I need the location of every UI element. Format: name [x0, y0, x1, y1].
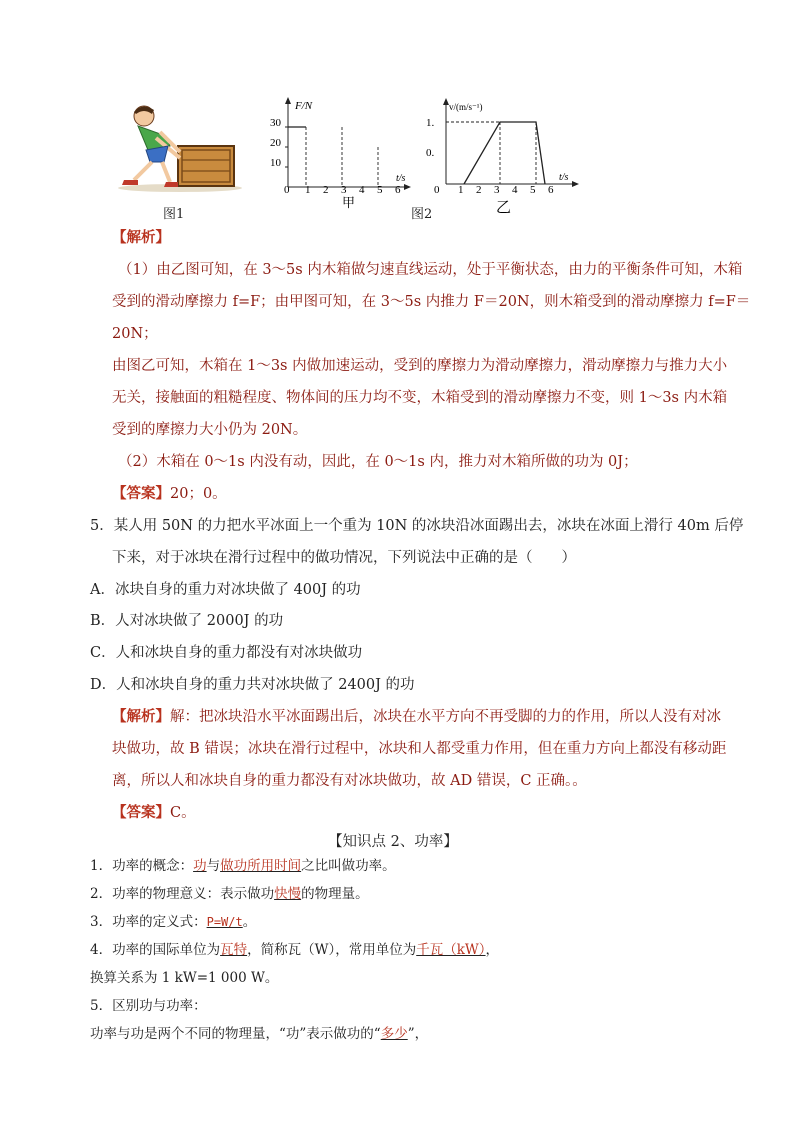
- x-axis-label: t/s: [559, 172, 569, 183]
- x-tick-0: 0: [284, 184, 290, 196]
- answer-tag: 【答案】: [112, 485, 170, 502]
- x-tick-2: 2: [476, 184, 482, 196]
- fig1-caption: 图1: [163, 207, 185, 222]
- analysis-line: 解：把冰块沿水平冰面踢出后，冰块在水平方向不再受脚的力的作用，所以人没有对冰: [170, 709, 721, 725]
- q5-analysis-row: [112, 707, 721, 727]
- x-tick-5: 5: [377, 184, 383, 196]
- analysis-tag: 【解析】: [112, 229, 170, 246]
- x-axis-label: t/s: [396, 173, 406, 184]
- item-text: 2．功率的物理意义：表示做功: [90, 886, 275, 902]
- x-tick-6: 6: [548, 184, 554, 196]
- x-axis-arrow: [572, 181, 579, 187]
- option-d: D．人和冰块自身的重力共对冰块做了 2400J 的功: [90, 677, 415, 693]
- person-pushing-crate-illustration: [110, 88, 250, 198]
- x-tick-4: 4: [359, 184, 365, 196]
- option-b: B．人对冰块做了 2000J 的功: [90, 613, 284, 629]
- item-text: 之比叫做功率。: [301, 858, 396, 874]
- kp2-item-3: [90, 912, 256, 932]
- kp2-item-5: 5．区别功与功率：: [90, 998, 207, 1014]
- item-text: 4．功率的国际单位为: [90, 942, 221, 958]
- x-tick-3: 3: [341, 184, 347, 196]
- section-heading: 【知识点 2、功率】: [328, 834, 458, 850]
- y-tick-0-5: 0.: [426, 147, 435, 159]
- item-text: 与: [206, 858, 221, 874]
- item-text: 功率与功是两个不同的物理量，“功”表示做功的“: [90, 1026, 381, 1042]
- y-axis-label: v/(m/s⁻¹): [449, 102, 483, 112]
- y-tick-1: 1.: [426, 117, 435, 129]
- item-text: 1．功率的概念：: [90, 858, 194, 874]
- item-text: 的物理量。: [301, 886, 369, 902]
- option-c: C．人和冰块自身的重力都没有对冰块做功: [90, 645, 363, 661]
- blank-answer: 千瓦（kW）: [416, 942, 486, 958]
- x-tick-4: 4: [512, 184, 518, 196]
- chart-caption-jia: 甲: [342, 195, 356, 210]
- kp2-item-1: [90, 856, 396, 876]
- q5-answer-row: [112, 803, 196, 823]
- y-tick-10: 10: [270, 157, 281, 169]
- y-axis-label: F/N: [295, 100, 313, 112]
- blank-answer: 快慢: [274, 886, 302, 902]
- x-tick-0: 0: [434, 184, 440, 196]
- x-tick-3: 3: [494, 184, 500, 196]
- x-tick-5: 5: [530, 184, 536, 196]
- kp2-item-4: [90, 940, 499, 960]
- answer-row: [112, 484, 227, 504]
- x-tick-1: 1: [305, 184, 311, 196]
- figure-1: [110, 88, 250, 198]
- analysis-tag: 【解析】: [112, 708, 170, 725]
- item-text: 3．功率的定义式：: [90, 914, 207, 930]
- analysis-line: 受到的摩擦力大小仍为 20N。: [112, 422, 308, 438]
- blank-answer: 瓦特: [220, 942, 248, 958]
- item-text: ，简称瓦（W），常用单位为: [247, 942, 417, 958]
- chart-yi: [420, 98, 580, 216]
- blank-answer: P=W/t: [206, 915, 243, 929]
- y-tick-30: 30: [270, 117, 281, 129]
- item-text: ，: [485, 942, 500, 958]
- analysis-line: 无关，接触面的粗糙程度、物体间的压力均不变，木箱受到的滑动摩擦力不变，则 1～3s 内木箱: [112, 390, 728, 406]
- fig2-caption: 图2: [411, 207, 433, 222]
- blank-answer: 功: [193, 858, 207, 874]
- x-tick-2: 2: [323, 184, 329, 196]
- kp2-item-4b: 换算关系为 1 kW=1 000 W。: [90, 970, 279, 986]
- question-stem: 下来，对于冰块在滑行过程中的做功情况，下列说法中正确的是（ ）: [112, 550, 576, 566]
- answer-text: C。: [170, 805, 196, 821]
- x-axis-arrow: [404, 184, 411, 190]
- analysis-line: 20N；: [112, 326, 158, 342]
- answer-tag: 【答案】: [112, 804, 170, 821]
- kp2-item-6: [90, 1024, 428, 1044]
- question-stem: 5．某人用 50N 的力把水平冰面上一个重为 10N 的冰块沿冰面踢出去，冰块在冰面上滑行 40m 后停: [90, 518, 744, 534]
- velocity-line: [464, 122, 545, 184]
- analysis-line: 离，所以人和冰块自身的重力都没有对冰块做功，故 AD 错误，C 正确。。: [112, 773, 587, 789]
- x-tick-6: 6: [395, 184, 401, 196]
- item-text: 。: [242, 914, 257, 930]
- analysis-line: （1）由乙图可知，在 3～5s 内木箱做匀速直线运动，处于平衡状态，由力的平衡条件可知，木箱: [118, 262, 743, 278]
- blank-answer: 多少: [380, 1026, 408, 1042]
- kp2-item-2: [90, 884, 369, 904]
- analysis-line: （2）木箱在 0～1s 内没有动，因此，在 0～1s 内，推力对木箱所做的功为 0J；: [118, 454, 638, 470]
- analysis-line: 块做功，故 B 错误；冰块在滑行过程中，冰块和人都受重力作用，但在重力方向上都没有移动距: [112, 741, 727, 757]
- analysis-line: 由图乙可知，木箱在 1～3s 内做加速运动，受到的摩擦力为滑动摩擦力，滑动摩擦力与推力大小: [112, 358, 728, 374]
- y-axis-arrow: [285, 97, 291, 104]
- blank-answer: 做功所用时间: [220, 858, 302, 874]
- item-text: ”，: [407, 1026, 429, 1042]
- chart-caption-yi: 乙: [496, 200, 512, 216]
- chart-jia: [262, 95, 412, 210]
- y-tick-20: 20: [270, 137, 281, 149]
- x-tick-1: 1: [458, 184, 464, 196]
- option-a: A．冰块自身的重力对冰块做了 400J 的功: [90, 582, 361, 598]
- analysis-line: 受到的滑动摩擦力 f=F；由甲图可知，在 3～5s 内推力 F＝20N，则木箱受到的滑动摩擦力 f=F＝: [112, 294, 751, 310]
- answer-text: 20；0。: [170, 486, 227, 502]
